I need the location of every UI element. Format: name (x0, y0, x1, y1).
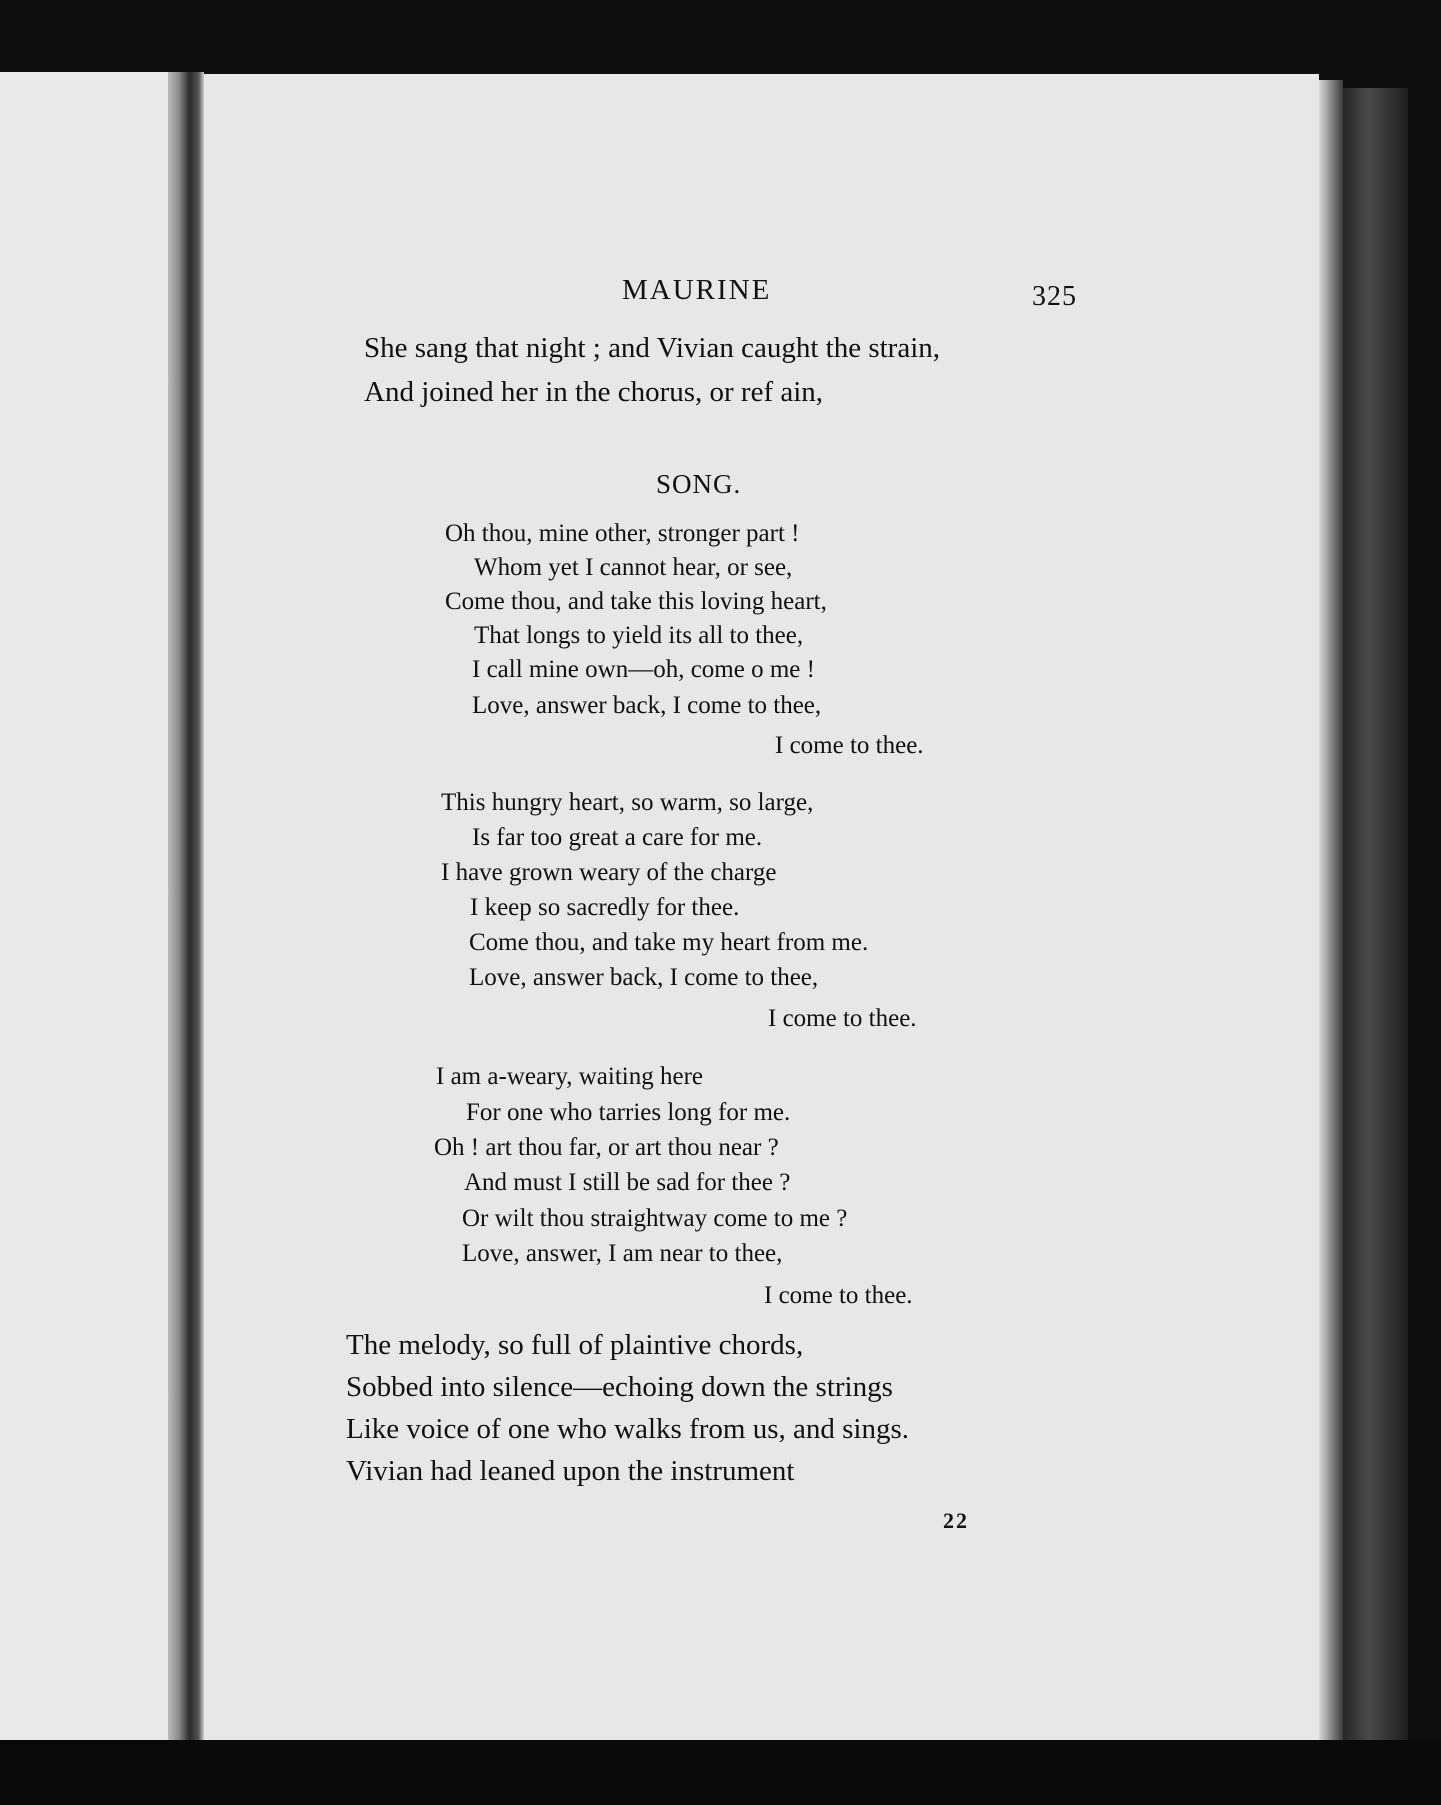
stanza-1-line-2: Whom yet I cannot hear, or see, (474, 554, 793, 581)
stanza-1-line-5: I call mine own—oh, come o me ! (472, 656, 815, 683)
stanza-1-line-6: Love, answer back, I come to thee, (472, 692, 822, 719)
stanza-3-line-4: And must I still be sad for thee ? (464, 1169, 791, 1196)
stanza-3-line-5: Or wilt thou straightway come to me ? (462, 1205, 848, 1232)
closing-line-3: Like voice of one who walks from us, and sings. (346, 1413, 909, 1445)
stanza-3-refrain: I come to thee. (764, 1282, 913, 1309)
right-page (204, 74, 1319, 1742)
page-fore-edge (1319, 80, 1343, 1742)
signature-mark: 22 (943, 1508, 969, 1533)
page-number: 325 (1032, 281, 1077, 312)
stanza-1-refrain: I come to thee. (775, 732, 924, 759)
stanza-2-line-2: Is far too great a care for me. (472, 824, 763, 851)
stanza-3-line-6: Love, answer, I am near to thee, (462, 1240, 783, 1267)
song-title: SONG. (656, 469, 742, 499)
stanza-1-line-3: Come thou, and take this loving heart, (445, 588, 827, 615)
book-gutter (168, 72, 204, 1742)
stanza-2-refrain: I come to thee. (768, 1005, 917, 1032)
left-page-edge (0, 72, 175, 1742)
stanza-3-line-2: For one who tarries long for me. (466, 1099, 791, 1126)
closing-line-1: The melody, so full of plaintive chords, (346, 1329, 804, 1361)
running-head: MAURINE (622, 274, 772, 306)
stanza-2-line-5: Come thou, and take my heart from me. (469, 929, 869, 956)
stanza-1-line-4: That longs to yield its all to thee, (474, 622, 804, 649)
stanza-2-line-1: This hungry heart, so warm, so large, (441, 789, 814, 816)
book-cover-edge (1343, 88, 1408, 1742)
stanza-2-line-3: I have grown weary of the charge (441, 859, 777, 886)
stanza-3-line-1: I am a-weary, waiting here (436, 1063, 703, 1090)
intro-line-2: And joined her in the chorus, or ref ain, (364, 376, 824, 408)
closing-line-4: Vivian had leaned upon the instrument (346, 1455, 795, 1487)
stanza-3-line-3: Oh ! art thou far, or art thou near ? (434, 1134, 779, 1161)
stanza-2-line-6: Love, answer back, I come to thee, (469, 964, 819, 991)
stanza-1-line-1: Oh thou, mine other, stronger part ! (445, 520, 800, 547)
intro-line-1: She sang that night ; and Vivian caught the strain, (364, 332, 941, 364)
bottom-shadow (0, 1740, 1441, 1805)
closing-line-2: Sobbed into silence—echoing down the strings (346, 1371, 893, 1403)
stanza-2-line-4: I keep so sacredly for thee. (470, 894, 740, 921)
